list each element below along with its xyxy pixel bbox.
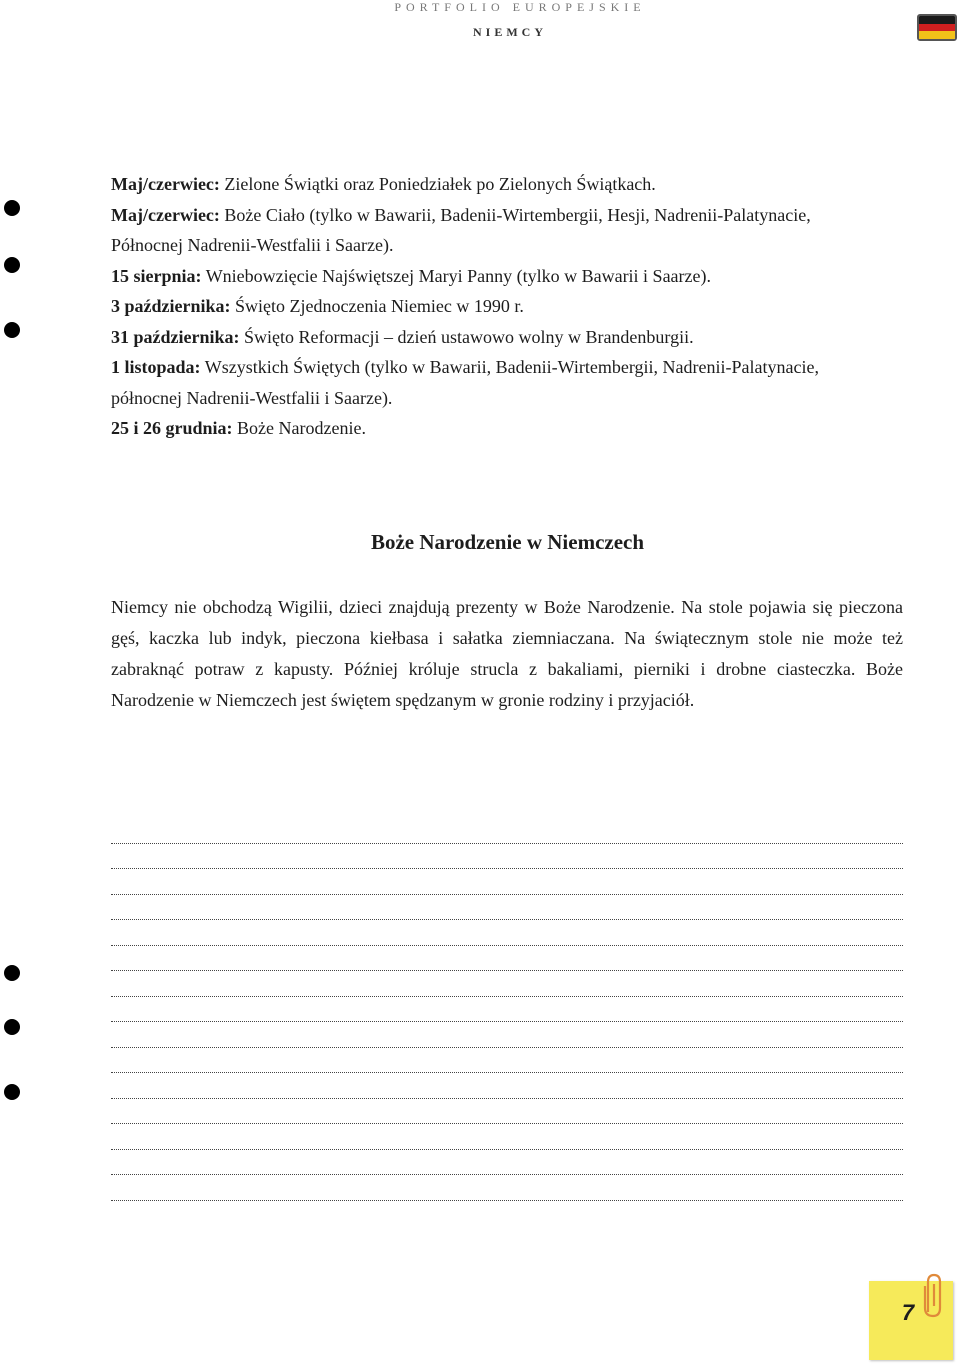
writing-line: [111, 1124, 903, 1150]
writing-line: [111, 946, 903, 972]
binder-hole: [4, 965, 20, 981]
binder-hole: [4, 257, 20, 273]
writing-line: [111, 818, 903, 844]
holiday-item: [111, 291, 831, 322]
holiday-description: Wniebowzięcie Najświętszej Maryi Panny (tylko w Bawarii i Saarze).: [201, 265, 712, 286]
holiday-item: [111, 322, 831, 353]
holiday-date: Maj/czerwiec:: [111, 174, 220, 194]
writing-line: [111, 1022, 903, 1048]
holiday-list: [111, 169, 831, 444]
writing-line: [111, 869, 903, 895]
binder-hole: [4, 1019, 20, 1035]
christmas-paragraph: Niemcy nie obchodzą Wigilii, dzieci znajdują prezenty w Boże Narodzenie. Na stole pojawia się pieczona gęś, kaczka lub indyk, pieczona kiełbasa i sałatka ziemniaczana. Na świątecznym stole nie może też zabraknąć potraw z kapusty. Później króluje strucla z bakaliami, pierniki i drobne ciasteczka. Boże Narodzenie w Niemczech jest świętem spędzanym w gronie rodziny i przyjaciół.: [111, 597, 903, 710]
holiday-item: [111, 200, 831, 261]
series-title: PORTFOLIO EUROPEJSKIE: [394, 0, 646, 14]
writing-line: [111, 1048, 903, 1074]
holiday-date: 15 sierpnia:: [111, 265, 202, 286]
writing-line: [111, 920, 903, 946]
holiday-description: Boże Ciało (tylko w Bawarii, Badenii-Wirtembergii, Hesji, Nadrenii-Palatynacie, Północnej Nadrenii-Westfalii i Saarze).: [111, 204, 811, 255]
country-title: NIEMCY: [473, 25, 547, 39]
writing-line: [111, 1175, 903, 1201]
holiday-date: 31 października:: [111, 326, 240, 347]
holiday-item: [111, 352, 831, 413]
holiday-date: 3 października:: [111, 296, 231, 316]
holiday-item: [111, 169, 831, 200]
writing-line: [111, 971, 903, 997]
holiday-description: Boże Narodzenie.: [232, 418, 366, 438]
writing-line: [111, 1073, 903, 1099]
holiday-description: Święto Zjednoczenia Niemiec w 1990 r.: [230, 296, 524, 316]
writing-lines: [111, 818, 903, 1201]
holiday-item: [111, 261, 831, 292]
paperclip-icon: [920, 1272, 944, 1320]
writing-line: [111, 1099, 903, 1125]
holiday-item: [111, 413, 831, 444]
holiday-date: Maj/czerwiec:: [111, 204, 220, 225]
binder-hole: [4, 1084, 20, 1100]
binder-hole: [4, 322, 20, 338]
holiday-description: Wszystkich Świętych (tylko w Bawarii, Badenii-Wirtembergii, Nadrenii-Palatynacie, północnej Nadrenii-Westfalii i Saarze).: [111, 357, 819, 408]
binder-hole: [4, 200, 20, 216]
german-flag-icon: [917, 14, 957, 41]
holiday-date: 25 i 26 grudnia:: [111, 418, 233, 438]
writing-line: [111, 997, 903, 1023]
writing-line: [111, 844, 903, 870]
holiday-description: Święto Reformacji – dzień ustawowo wolny w Brandenburgii.: [239, 326, 694, 347]
holiday-description: Zielone Świątki oraz Poniedziałek po Zielonych Świątkach.: [219, 174, 656, 194]
section-title: Boże Narodzenie w Niemczech: [370, 530, 645, 554]
writing-line: [111, 895, 903, 921]
holiday-date: 1 listopada:: [111, 357, 201, 377]
page-number: 7: [901, 1300, 915, 1325]
writing-line: [111, 1150, 903, 1176]
